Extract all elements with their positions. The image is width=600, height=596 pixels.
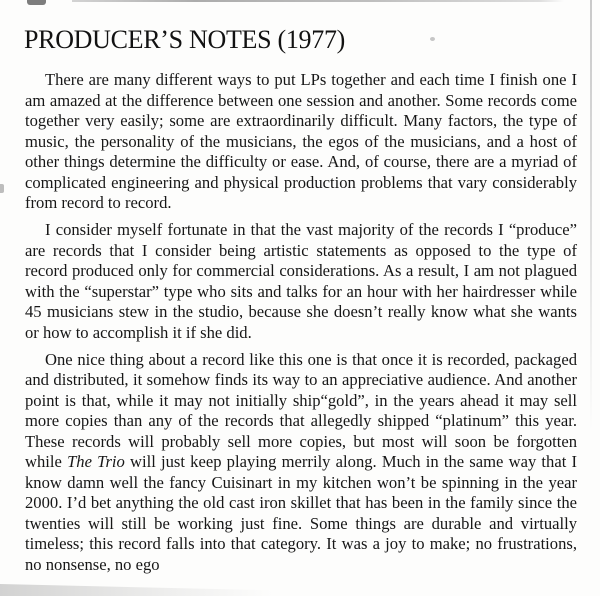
scan-artifact-bottom-shadow <box>0 580 310 596</box>
paragraph <box>25 220 577 343</box>
scan-artifact-top-edge <box>72 0 564 2</box>
scan-artifact-top-left-mark <box>27 0 46 5</box>
text-run: There are many different ways to put LPs together and each time I finish one I am amazed at the difference between one session and another. Some records come together very easily; some are extraordinarily difficult. Many factors, the type of music, the personality of the musicians, the egos of the musicians, and a host of other things determine the difficulty or ease. And, of course, there are a myriad of complicated engineering and physical production problems that vary considerably from record to record. <box>25 70 577 212</box>
text-run: will just keep playing merrily along. Much in the same way that I know damn well the fancy Cuisinart in my kitchen won’t be spinning in the year 2000. I’d bet anything the old cast iron skillet that has been in the family since the twenties will still be working just fine. Some things are durable and virtually timeless; this record falls into that category. It was a joy to make; no frustrations, no nonsense, no ego <box>25 452 578 574</box>
italic-text-run: The Trio <box>67 452 125 471</box>
body-text <box>25 70 577 582</box>
paragraph <box>25 70 577 214</box>
scan-artifact-speck <box>430 37 435 41</box>
text-run: One nice thing about a record like this one is that once it is recorded, packaged and distributed, it somehow finds its way to an appreciative audience. And another point is that, while it may not initially ship“gold”, in the years ahead it may sell more copies than any of the records that allegedly shipped “platinum” this year. These records will probably sell more copies, but most will soon be forgotten while <box>25 349 577 471</box>
scan-artifact-left-edge-tick <box>0 184 4 193</box>
page-title: PRODUCER’S NOTES (1977) <box>24 25 346 54</box>
text-run: I consider myself fortunate in that the vast majority of the records I “produce” are records that I consider being artistic statements as opposed to the type of record produced only for commercial considerations. As a result, I am not plagued with the “superstar” type who sits and talks for an hour with her hairdresser while 45 musicians stew in the studio, because she doesn’t really know what she wants or how to accomplish it if she did. <box>25 220 577 342</box>
paragraph <box>25 350 577 576</box>
scan-artifact-right-edge <box>590 0 592 430</box>
